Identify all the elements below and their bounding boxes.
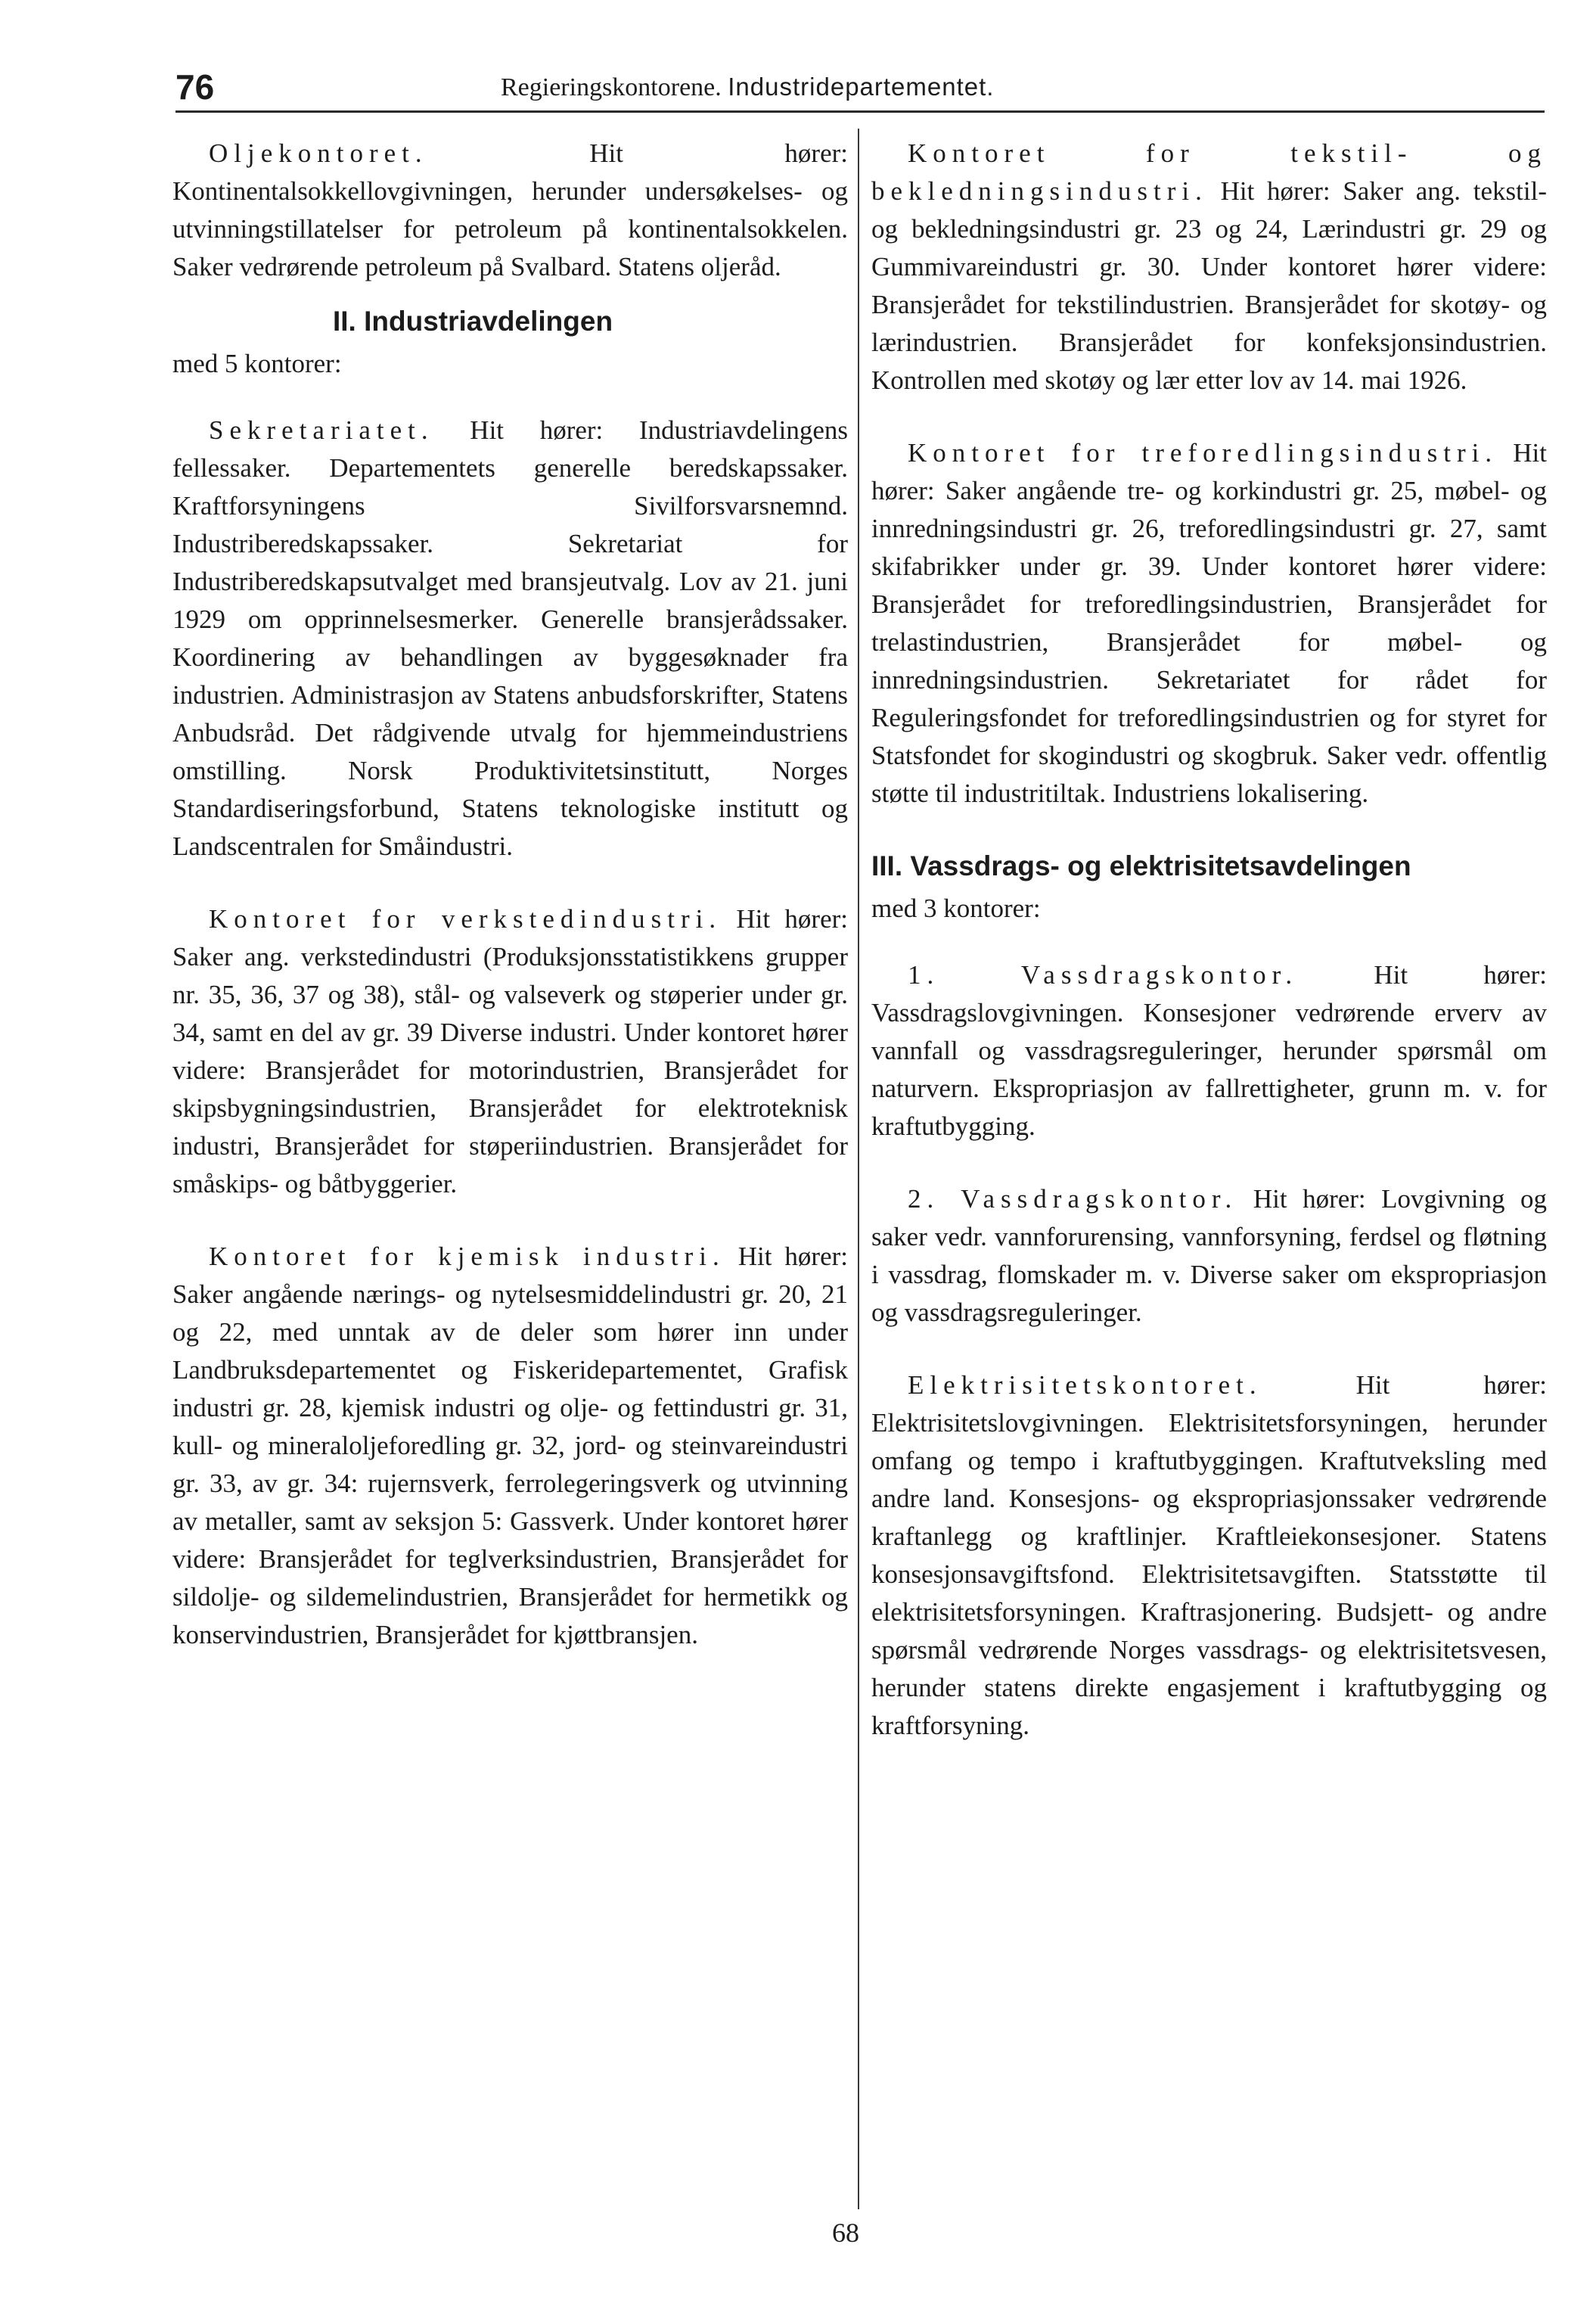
column-divider — [858, 129, 859, 2209]
office-text: Hit hører: Saker angående nærings- og nytelsesmiddelindustri gr. 20, 21 og 22, med unntak av de deler som hører inn under Landbruksdepartementet og Fiskeridepartementet, Grafisk industri gr. 28, kjemisk industri og olje- og fettindustri gr. 31, kull- og mineraloljeforedling gr. 32, jord- og steinvareindustri gr. 33, av gr. 34: rujernsverk, ferrolegeringsverk og utvinning av metaller, samt av seksjon 5: Gassverk. Under kontoret hører videre: Bransjerådet for teglverksindustrien, Bransjerådet for sildolje- og sildemelindustrien, Bransjerådet for hermetikk og konservindustrien, Bransjerådet for kjøttbransjen. — [172, 1242, 848, 1649]
page-number: 76 — [175, 67, 215, 107]
office-name: Oljekontoret. — [209, 138, 428, 168]
office-name: Kontoret for treforedlingsindustri. — [908, 438, 1498, 468]
office-name: Kontoret for kjemisk industri. — [209, 1242, 725, 1271]
office-text: Hit hører: Saker ang. verkstedindustri (Produksjonsstatistikkens grupper nr. 35, 36, 37 og 38), stål- og valseverk og støperier under gr. 34, samt en del av gr. 39 Diverse industri. Under kontoret hører videre: Bransjerådet for motorindustrien, Bransjerådet for skipsbygningsindustrien, Bransjerådet for elektroteknisk industri, Bransjerådet for støperiindustrien. Bransjerådet for småskips- og båtbyggerier. — [172, 904, 849, 1198]
section-office-count: med 3 kontorer: — [871, 894, 1041, 923]
entry-sekretariatet — [172, 412, 848, 866]
header-rule — [175, 110, 1545, 113]
office-name: Kontoret for verkstedindustri. — [209, 904, 722, 934]
office-text: Hit hører: Vassdragslovgivningen. Konsesjoner vedrørende erverv av vannfall og vassdragsreguleringer, herunder spørsmål om naturvern. Ekspropriasjon av fallrettigheter, grunn m. v. for kraftutbygging. — [871, 960, 1547, 1141]
office-name: Kontoret for tekstil- og bekledningsindustri. — [871, 138, 1547, 206]
section-heading-vassdrag-elektrisitet: III. Vassdrags- og elektrisitetsavdelingen — [871, 850, 1411, 881]
office-text: Hit hører: Elektrisitetslovgivningen. Elektrisitetsforsyningen, herunder omfang og tempo i kraftutbyggingen. Kraftutveksling med andre land. Konsesjons- og ekspropriasjonssaker vedrørende kraftanlegg og kraftlinjer. Kraftleiekonsesjoner. Statens konsesjonsavgiftsfond. Elektrisitetsavgiften. Statsstøtte til elektrisitetsforsyningen. Kraftrasjonering. Budsjett- og andre spørsmål vedrørende Norges vassdrags- og elektrisitetsvesen, herunder statens direkte engasjement i kraftutbygging og kraftforsyning. — [871, 1370, 1547, 1740]
entry-kjemisk-industri — [172, 1238, 848, 1654]
office-name: 1. Vassdragskontor. — [908, 960, 1299, 990]
right-column — [871, 135, 1547, 1758]
entry-treforedling — [871, 434, 1547, 813]
running-title: Regieringskontorene. — [501, 73, 722, 101]
page-header — [175, 67, 1552, 112]
left-column — [172, 135, 848, 1668]
office-text: Hit hører: Saker ang. tekstil- og bekledningsindustri gr. 23 og 24, Lærindustri gr. 29 og Gummivareindustri gr. 30. Under kontoret hører videre: Bransjerådet for tekstilindustrien. Bransjerådet for skotøy- og lærindustrien. Bransjerådet for konfeksjonsindustrien. Kontrollen med skotøy og lær etter lov av 14. mai 1926. — [871, 176, 1547, 395]
entry-verkstedindustri — [172, 900, 848, 1203]
office-name: Elektrisitetskontoret. — [908, 1370, 1262, 1400]
entry-tekstil — [871, 135, 1547, 399]
office-text: Hit hører: Saker angående tre- og korkindustri gr. 25, møbel- og innredningsindustri gr. 26, treforedlingsindustri gr. 27, samt skifabrikker under gr. 39. Under kontoret hører videre: Bransjerådet for treforedlingsindustrien, Bransjerådet for trelastindustrien, Bransjerådet for møbel- og innredningsindustrien. Sekretariatet for rådet for Reguleringsfondet for treforedlingsindustrien og for styret for Statsfondet for skogindustri og skogbruk. Saker vedr. offentlig støtte til industritiltak. Industriens lokalisering. — [871, 438, 1547, 808]
entry-elektrisitetskontoret — [871, 1366, 1547, 1745]
office-name: Sekretariatet. — [209, 415, 434, 445]
office-name: 2. Vassdragskontor. — [908, 1184, 1238, 1214]
section-heading-industriavdelingen: II. Industriavdelingen — [333, 306, 613, 337]
entry-oljekontoret — [172, 135, 848, 286]
section-office-count: med 5 kontorer: — [172, 349, 342, 378]
running-head — [501, 73, 994, 102]
office-text: Hit hører: Industriavdelingens fellessaker. Departementets generelle beredskapssaker. Kraftforsyningens Sivilforsvarsnemnd. Industriberedskapssaker. Sekretariat for Industriberedskapsutvalget med bransjeutvalg. Lov av 21. juni 1929 om opprinnelsesmerker. Generelle bransjerådssaker. Koordinering av behandlingen av byggesøknader fra industrien. Administrasjon av Statens anbudsforskrifter, Statens Anbudsråd. Det rådgivende utvalg for hjemmeindustriens omstilling. Norsk Produktivitetsinstitutt, Norges Standardiseringsforbund, Statens teknologiske institutt og Landscentralen for Småindustri. — [172, 415, 848, 861]
entry-vassdragskontor-1 — [871, 956, 1547, 1145]
office-text: Hit hører: Kontinentalsokkellovgivningen, herunder undersøkelses- og utvinningstillatelser for petroleum på kontinentalsokkelen. Saker vedrørende petroleum på Svalbard. Statens oljeråd. — [172, 138, 849, 281]
footer-page-number: 68 — [832, 2218, 859, 2248]
entry-vassdragskontor-2 — [871, 1180, 1547, 1332]
department-title: Industridepartementet. — [728, 73, 995, 101]
office-text: Hit hører: Lovgivning og saker vedr. vannforurensing, vannforsyning, ferdsel og fløtning i vassdrag, flomskader m. v. Diverse saker om ekspropriasjon og vassdragsreguleringer. — [871, 1184, 1547, 1327]
